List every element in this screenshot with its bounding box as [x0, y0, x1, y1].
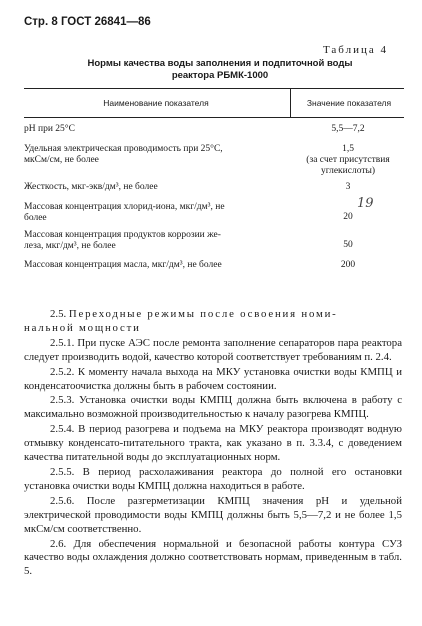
- section-heading: [24, 308, 402, 336]
- table-title-line: Нормы качества воды заполнения и подпиточной воды: [87, 58, 353, 69]
- row-name-line: более: [24, 213, 47, 223]
- row-value: 3: [345, 182, 351, 192]
- row-value: 200: [340, 260, 356, 270]
- table-number: Таблица 4: [322, 44, 388, 56]
- paragraph: 2.5.5. В период расхолаживания реактора до полной его остановки установка очистки воды КМПЦ должна находиться в работе.: [24, 465, 402, 492]
- row-value: 5,5—7,2: [331, 124, 365, 134]
- table-header: [24, 88, 404, 118]
- paragraph: 2.5.1. При пуске АЭС после ремонта заполнение сепараторов пара реактора следует производить водой, качество которой соответствует требованиям п. 2.4.: [24, 336, 402, 363]
- row-name: [24, 202, 282, 224]
- column-divider: [290, 89, 291, 117]
- row-value-line: (за счет присутствия: [306, 155, 390, 165]
- paragraph: 2.5.4. В период разогрева и подъема на МКУ реактора производят водную отмывку конденсато-питательного тракта, как указано в п. 3.3.4, с доведением качества питательной воды до эксплуатационных норм.: [24, 423, 402, 464]
- row-value-line: 1,5: [342, 144, 354, 154]
- row-value-line: углекислоты): [320, 166, 376, 176]
- column-header-name: Наименование показателя: [103, 98, 209, 108]
- row-name-line: леза, мкг/дм³, не более: [24, 241, 116, 251]
- paragraph: 2.5.6. После разгерметизации КМПЦ значения рН и удельной электрической проводимости воды КМПЦ должны быть 5,5—7,2 и не более 1,5 мкСм/см соответственно.: [24, 494, 402, 535]
- section-number: 2.5.: [50, 308, 67, 320]
- page-header: Стр. 8 ГОСТ 26841—86: [24, 16, 151, 28]
- row-name-line: мкСм/см, не более: [24, 155, 99, 165]
- row-name: Массовая концентрация масла, мкг/дм³, не более: [24, 260, 222, 270]
- section-title-line: Переходные режимы после освоения номи-: [68, 308, 338, 320]
- row-name: рН при 25°С: [24, 124, 75, 134]
- row-name-line: Массовая концентрация продуктов коррозии же-: [24, 230, 221, 240]
- row-name: [24, 144, 282, 166]
- row-name-line: Массовая концентрация хлорид-иона, мкг/дм³, не: [24, 202, 225, 212]
- body-text: [24, 308, 402, 580]
- paragraph: 2.6. Для обеспечения нормальной и безопасной работы контура СУЗ качество воды охлаждения должно соответствовать нормам, приведенным в табл. 5.: [24, 537, 402, 578]
- section-title-line: нальной мощности: [24, 321, 141, 334]
- handwritten-annotation: 19: [357, 196, 374, 211]
- row-value: [292, 144, 404, 177]
- row-name: [24, 230, 282, 252]
- row-name-line: Удельная электрическая проводимость при 25°С,: [24, 144, 223, 154]
- column-header-value: Значение показателя: [306, 98, 392, 108]
- paragraph: 2.5.3. Установка очистки воды КМПЦ должна быть включена в работу с максимально возможной производительностью к началу разогрева КМПЦ.: [24, 394, 402, 421]
- table-title-line: реактора РБМК-1000: [171, 70, 269, 81]
- paragraph: 2.5.2. К моменту начала выхода на МКУ установка очистки воды КМПЦ и конденсатоочистка должны быть в рабочем состоянии.: [24, 365, 402, 392]
- row-value: 50: [343, 240, 353, 250]
- row-value: 20: [343, 212, 353, 222]
- table-title: [60, 58, 380, 82]
- row-name: Жесткость, мкг-экв/дм³, не более: [24, 182, 158, 192]
